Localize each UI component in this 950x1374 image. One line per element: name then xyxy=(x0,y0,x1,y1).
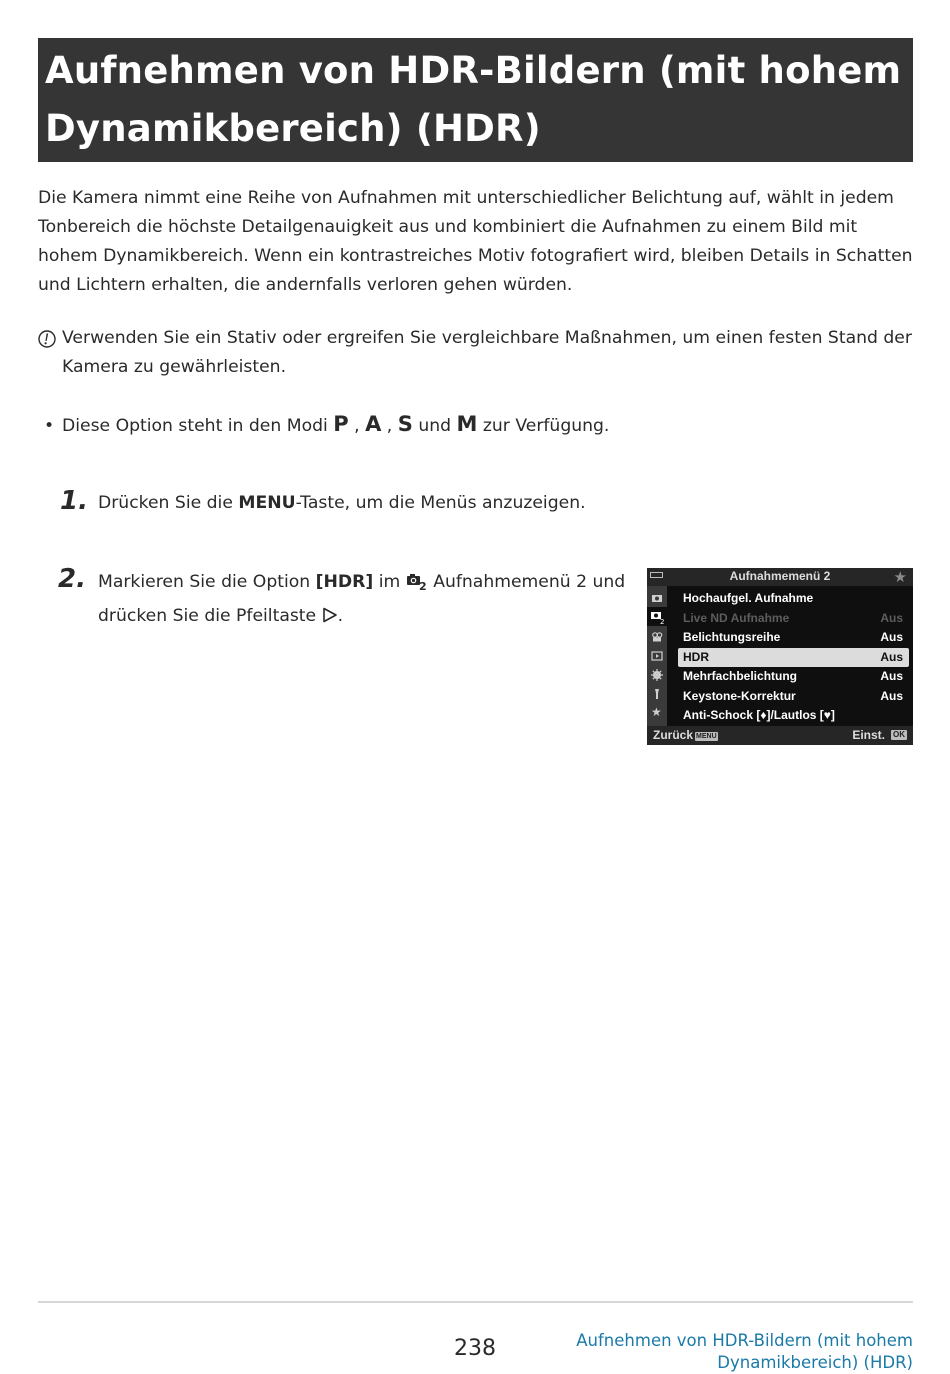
page-number: 238 xyxy=(454,1336,496,1361)
camera-menu-item-label: Belichtungsreihe xyxy=(683,630,781,644)
camera-menu-tabs xyxy=(647,586,667,726)
camera-menu-item[interactable] xyxy=(678,609,909,628)
step-2-before: Markieren Sie die Option xyxy=(98,572,311,592)
caution-note xyxy=(38,324,918,382)
bullet-suffix: zur Verfügung. xyxy=(482,416,610,436)
caution-text: Verwenden Sie ein Stativ oder ergreifen Sie vergleichbare Maßnahmen, um einen festen Stand der Kamera zu gewährleisten. xyxy=(62,328,912,377)
camera-menu-item[interactable] xyxy=(678,628,909,647)
camera-menu-item-label: HDR xyxy=(683,649,709,664)
camera-menu-item-label: Live ND Aufnahme xyxy=(683,610,790,625)
step-1-number: 1. xyxy=(60,486,88,516)
arrow-right-icon xyxy=(322,603,338,634)
camera-menu-item[interactable] xyxy=(678,667,909,686)
step-2-text xyxy=(98,567,638,634)
menu-key: MENU xyxy=(238,493,296,513)
step-2-line2-end: . xyxy=(337,606,344,626)
mode-m: M xyxy=(456,412,478,436)
star-icon: ★ xyxy=(893,569,907,586)
bullet-prefix: Diese Option steht in den Modi xyxy=(62,416,328,436)
camera-icon xyxy=(406,570,428,601)
video-menu-icon[interactable] xyxy=(651,631,663,643)
camera-menu-item[interactable] xyxy=(678,648,909,667)
camera-menu-title: Aufnahmemenü 2 xyxy=(729,569,831,583)
step-1-before: Drücken Sie die xyxy=(98,493,233,513)
modes-bullet xyxy=(44,410,904,441)
step-1-text xyxy=(98,488,586,519)
step-2-line2: drücken Sie die Pfeiltaste xyxy=(98,606,317,626)
my-menu-star-icon[interactable]: ★ xyxy=(651,705,662,719)
step-2-line1-after: Aufnahmemenü 2 und xyxy=(433,572,626,592)
bullet-sep-1: , xyxy=(354,416,360,436)
bullet-sep-2: , xyxy=(386,416,393,436)
bullet-und: und xyxy=(418,416,452,436)
shooting-menu-1-icon[interactable] xyxy=(651,592,663,604)
footer-link-line-2: Dynamikbereich) (HDR) xyxy=(717,1353,913,1372)
camera-menu-item-value: Aus xyxy=(880,630,903,644)
setup-menu-icon[interactable] xyxy=(651,688,663,700)
footer-link-line-1: Aufnehmen von HDR-Bildern (mit hohem xyxy=(576,1331,913,1350)
camera-menu-item-value: Aus xyxy=(880,649,903,664)
camera-menu-item[interactable] xyxy=(678,687,909,706)
camera-menu-screen xyxy=(647,568,913,745)
step-2-im: im xyxy=(378,572,401,592)
menu-tag: MENU xyxy=(696,733,717,740)
camera-menu-item-value: Aus xyxy=(880,688,903,703)
footer-section-link[interactable] xyxy=(553,1330,913,1374)
set-button[interactable]: Einst. xyxy=(852,728,885,742)
camera-menu-header xyxy=(647,568,913,586)
ok-tag: OK xyxy=(893,730,905,739)
camera-menu-item[interactable] xyxy=(678,706,909,725)
step-2-number: 2. xyxy=(58,564,86,594)
back-button[interactable] xyxy=(653,726,718,745)
camera-menu-item-label: Anti-Schock [♦]/Lautlos [♥] xyxy=(683,708,835,722)
playback-menu-icon[interactable] xyxy=(651,650,663,662)
back-label: Zurück xyxy=(653,728,694,742)
camera-menu-item-label: Keystone-Korrektur xyxy=(683,688,796,703)
intro-paragraph: Die Kamera nimmt eine Reihe von Aufnahmen mit unterschiedlicher Belichtung auf, wählt in jedem Tonbereich die höchste Detailgenauigkeit aus und kombiniert die Aufnahmen zu einem Bild mit hohem Dynamikbereich. Wenn ein kontrastreiches Motiv fotografiert wird, bleiben Details in Schatten und Lichtern erhalten, die andernfalls verloren gehen würden. xyxy=(38,188,913,295)
page-title: Aufnehmen von HDR-Bildern (mit hohem Dynamikbereich) (HDR) xyxy=(45,49,902,150)
mode-p: P xyxy=(333,412,349,436)
footer-rule xyxy=(38,1301,913,1303)
camera-menu-item-label: Hochaufgel. Aufnahme xyxy=(683,591,814,605)
mode-s: S xyxy=(397,412,413,436)
camera-menu-footer xyxy=(647,726,913,745)
shooting-menu-2-icon[interactable] xyxy=(647,607,667,626)
caution-icon xyxy=(38,330,56,348)
camera-menu-number: 2 xyxy=(418,580,427,590)
mode-a: A xyxy=(365,412,382,436)
camera-menu-item-value: Aus xyxy=(880,610,903,625)
hdr-option: [HDR] xyxy=(315,572,374,592)
camera-menu-item[interactable] xyxy=(678,589,909,608)
step-1-after: -Taste, um die Menüs anzuzeigen. xyxy=(295,493,586,513)
custom-menu-icon[interactable] xyxy=(651,669,663,681)
title-bar xyxy=(38,38,913,162)
bullet-dot: • xyxy=(44,416,55,436)
camera-menu-item-label: Mehrfachbelichtung xyxy=(683,669,798,683)
camera-menu-item-value: Aus xyxy=(880,669,903,683)
svg-text:2: 2 xyxy=(660,618,665,626)
